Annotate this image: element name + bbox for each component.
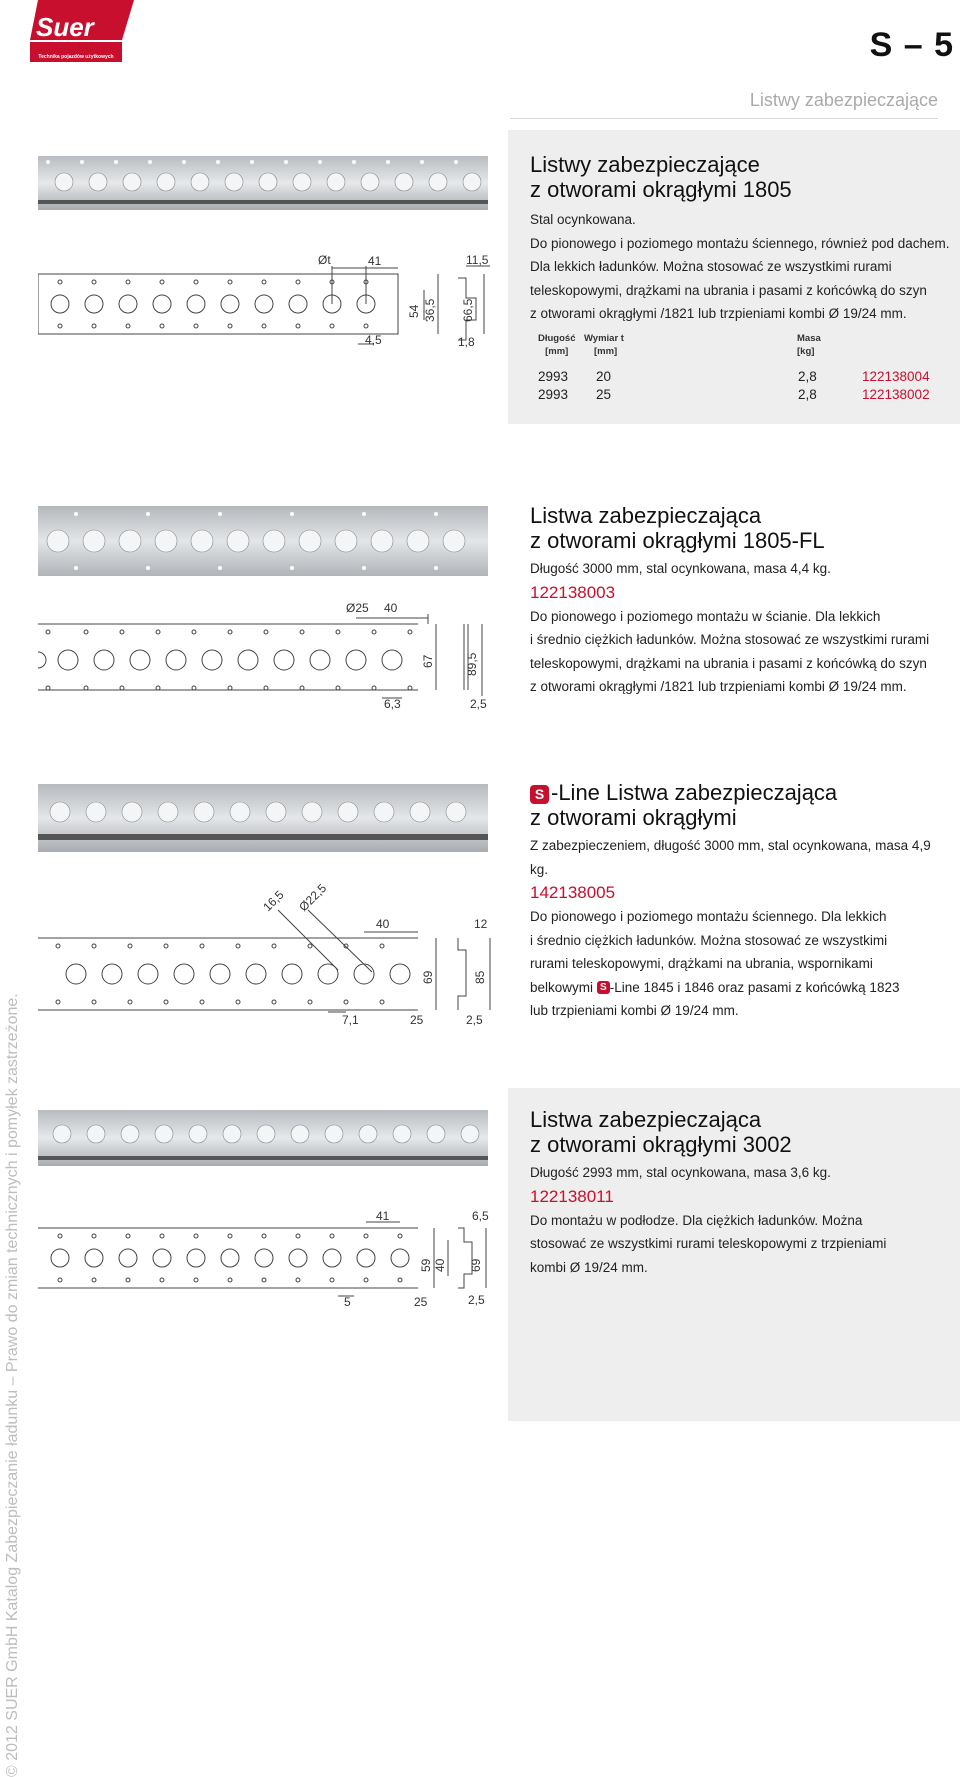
article-code: 142138005 bbox=[530, 883, 616, 902]
rail-photo-1805fl bbox=[38, 506, 488, 576]
desc-line: teleskopowymi, drążkami na ubrania i pasami z końcówką do szyn bbox=[530, 655, 927, 671]
product-title: Listwy zabezpieczające bbox=[530, 152, 760, 177]
dim-label: Ø22,5 bbox=[296, 881, 330, 915]
desc-line: z otworami okrągłymi /1821 lub trzpieniami kombi Ø 19/24 mm. bbox=[530, 306, 907, 321]
dim-label: 2,5 bbox=[468, 1293, 485, 1307]
product-subtitle: z otworami okrągłymi bbox=[530, 805, 737, 830]
table-cell-mass: 2,8 bbox=[798, 369, 817, 384]
page-number: S – 5 bbox=[869, 26, 954, 64]
dim-label: 69 bbox=[421, 970, 435, 984]
s-line-logo-icon: S bbox=[597, 981, 610, 994]
dim-label: 2,5 bbox=[470, 697, 487, 711]
product-spec: Z zabezpieczeniem, długość 3000 mm, stal ocynkowana, masa 4,9 kg. bbox=[530, 838, 931, 877]
product-sline-text bbox=[530, 780, 950, 1023]
table-header-dim: Wymiar t [mm] bbox=[584, 333, 624, 357]
technical-drawing-1805fl bbox=[38, 596, 498, 714]
technical-drawing-1805 bbox=[38, 248, 498, 358]
desc-line: stosować ze wszystkimi rurami teleskopowymi z trzpieniami bbox=[530, 1236, 887, 1251]
s-line-logo-icon: S bbox=[530, 785, 549, 804]
rail-photo-1805 bbox=[38, 156, 488, 210]
table-header-mass: Masa [kg] bbox=[797, 333, 821, 357]
table-cell-mass: 2,8 bbox=[798, 387, 817, 402]
article-code: 122138003 bbox=[530, 582, 616, 602]
desc-line: Do pionowego i poziomego montażu w ścianie. Dla lekkich bbox=[530, 608, 881, 624]
dim-label: 41 bbox=[376, 1209, 390, 1223]
desc-line: belkowymi S -Line 1845 i 1846 oraz pasami z końcówką 1823 bbox=[530, 979, 900, 995]
product-description bbox=[530, 905, 950, 1023]
product-description bbox=[530, 605, 950, 699]
dim-label: 11,5 bbox=[466, 253, 489, 267]
dim-label: 6,3 bbox=[384, 697, 401, 711]
copyright-note: © 2012 SUER GmbH Katalog Zabezpieczanie ładunku – Prawo do zmian technicznych i pomyłek zastrzeżone. bbox=[4, 993, 21, 1777]
table-header-length: Długość [mm] bbox=[538, 333, 576, 357]
desc-line: i średnio ciężkich ładunków. Można stosować ze wszystkimi rurami bbox=[530, 632, 930, 647]
dim-label: 67 bbox=[421, 654, 435, 668]
table-cell-length: 2993 bbox=[538, 387, 569, 402]
dim-label: 40 bbox=[433, 1258, 447, 1272]
product-subtitle: z otworami okrągłymi 1805-FL bbox=[530, 528, 825, 553]
product-subtitle: z otworami okrągłymi 3002 bbox=[530, 1132, 792, 1157]
dim-label: Øt bbox=[318, 253, 331, 267]
header-divider bbox=[510, 118, 938, 119]
product-description bbox=[530, 1209, 950, 1280]
desc-line: z otworami okrągłymi /1821 lub trzpieniami kombi Ø 19/24 mm. bbox=[530, 679, 907, 694]
dim-label: 36,5 bbox=[423, 298, 437, 322]
rail-photo-sline bbox=[38, 784, 488, 852]
product-title: S -Line Listwa zabezpieczająca bbox=[530, 780, 950, 805]
dim-label: 85 bbox=[473, 970, 487, 984]
dim-label: 69 bbox=[469, 1258, 483, 1272]
table-cell-dim: 25 bbox=[596, 387, 612, 402]
desc-line: Stal ocynkowana. bbox=[530, 212, 636, 227]
article-code: 122138004 bbox=[862, 369, 930, 384]
dim-label: 40 bbox=[384, 601, 398, 615]
technical-drawing-sline bbox=[38, 880, 498, 1030]
dim-label: 66,5 bbox=[461, 298, 475, 322]
desc-line: teleskopowymi, drążkami na ubrania i pasami z końcówką do szyn bbox=[530, 282, 927, 298]
desc-line: Do pionowego i poziomego montażu ściennego, również pod dachem. bbox=[530, 235, 950, 251]
product-title: Listwa zabezpieczająca bbox=[530, 503, 762, 528]
product-description bbox=[530, 208, 950, 326]
desc-line: Do pionowego i poziomego montażu ściennego. Dla lekkich bbox=[530, 909, 887, 924]
dim-label: 41 bbox=[368, 254, 382, 268]
dim-label: 1,8 bbox=[458, 335, 475, 349]
dim-label: Ø25 bbox=[346, 601, 369, 615]
product-title: Listwa zabezpieczająca bbox=[530, 1107, 762, 1132]
dim-label: 59 bbox=[419, 1258, 433, 1272]
desc-line: kombi Ø 19/24 mm. bbox=[530, 1259, 648, 1275]
dim-label: 12 bbox=[474, 917, 488, 931]
logo-tagline: Technika pojazdów użytkowych bbox=[38, 54, 114, 60]
dim-label: 54 bbox=[407, 304, 421, 318]
dim-label: 16,5 bbox=[260, 887, 287, 915]
svg-text:Suer: Suer bbox=[36, 12, 94, 42]
product-spec: Długość 2993 mm, stal ocynkowana, masa 3,6 kg. bbox=[530, 1165, 831, 1180]
product-3002-text bbox=[530, 1107, 950, 1279]
product-1805-text bbox=[530, 152, 950, 326]
article-code: 122138002 bbox=[862, 387, 930, 402]
dim-label: 25 bbox=[414, 1295, 428, 1309]
table-cell-length: 2993 bbox=[538, 369, 569, 384]
dim-label: 25 bbox=[410, 1013, 424, 1027]
desc-line: i średnio ciężkich ładunków. Można stosować ze wszystkimi bbox=[530, 932, 888, 948]
dim-label: 6,5 bbox=[472, 1209, 489, 1223]
product-spec: Długość 3000 mm, stal ocynkowana, masa 4,4 kg. bbox=[530, 561, 831, 576]
dim-label: 4,5 bbox=[365, 333, 382, 347]
header-title: Listwy zabezpieczające bbox=[749, 90, 938, 110]
table-cell-dim: 20 bbox=[596, 369, 612, 384]
desc-line: Dla lekkich ładunków. Można stosować ze wszystkimi rurami bbox=[530, 259, 892, 274]
dim-label: 40 bbox=[376, 917, 390, 931]
article-code: 122138011 bbox=[530, 1186, 614, 1206]
rail-photo-3002 bbox=[38, 1110, 488, 1166]
technical-drawing-3002 bbox=[38, 1200, 498, 1312]
desc-line: Do montażu w podłodze. Dla ciężkich ładunków. Można bbox=[530, 1212, 863, 1228]
dim-label: 2,5 bbox=[466, 1013, 483, 1027]
product-1805fl-text bbox=[530, 503, 950, 699]
dim-label: 5 bbox=[344, 1295, 351, 1309]
product-subtitle: z otworami okrągłymi 1805 bbox=[530, 177, 792, 202]
desc-line: rurami teleskopowymi, drążkami na ubrania, wspornikami bbox=[530, 956, 873, 971]
dim-label: 7,1 bbox=[342, 1013, 359, 1027]
desc-line: lub trzpieniami kombi Ø 19/24 mm. bbox=[530, 1003, 739, 1018]
dim-label: 89,5 bbox=[465, 652, 479, 676]
